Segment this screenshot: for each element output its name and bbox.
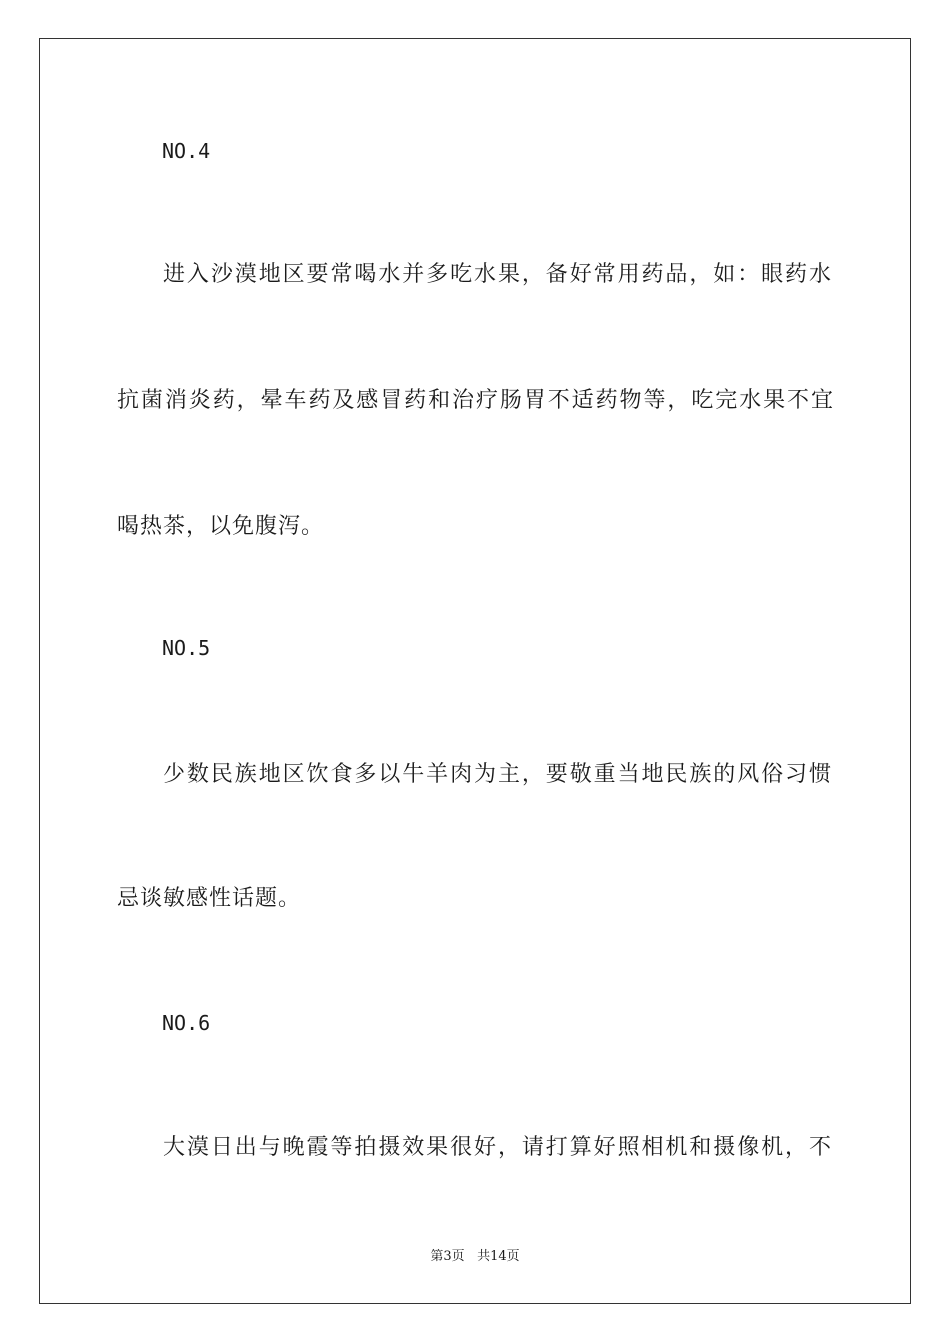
paragraph-line: 忌谈敏感性话题。 xyxy=(117,886,302,911)
section-heading-no5: NO.5 xyxy=(162,636,211,660)
section-heading-no4: NO.4 xyxy=(162,139,211,163)
paragraph-line: 抗菌消炎药，晕车药及感冒药和治疗肠胃不适药物等，吃完水果不宜 xyxy=(117,388,833,413)
page-total: 共14页 xyxy=(477,1249,520,1264)
paragraph-line: 喝热茶，以免腹泻。 xyxy=(117,514,325,539)
page-border xyxy=(39,38,911,1304)
paragraph-line: 进入沙漠地区要常喝水并多吃水果，备好常用药品，如：眼药水 xyxy=(163,262,831,287)
paragraph-line: 大漠日出与晚霞等拍摄效果很好，请打算好照相机和摄像机，不 xyxy=(163,1135,831,1160)
page-footer xyxy=(0,1248,950,1266)
section-heading-no6: NO.6 xyxy=(162,1011,211,1035)
page-number: 第3页 xyxy=(430,1249,465,1264)
paragraph-line: 少数民族地区饮食多以牛羊肉为主，要敬重当地民族的风俗习惯 xyxy=(163,762,831,787)
